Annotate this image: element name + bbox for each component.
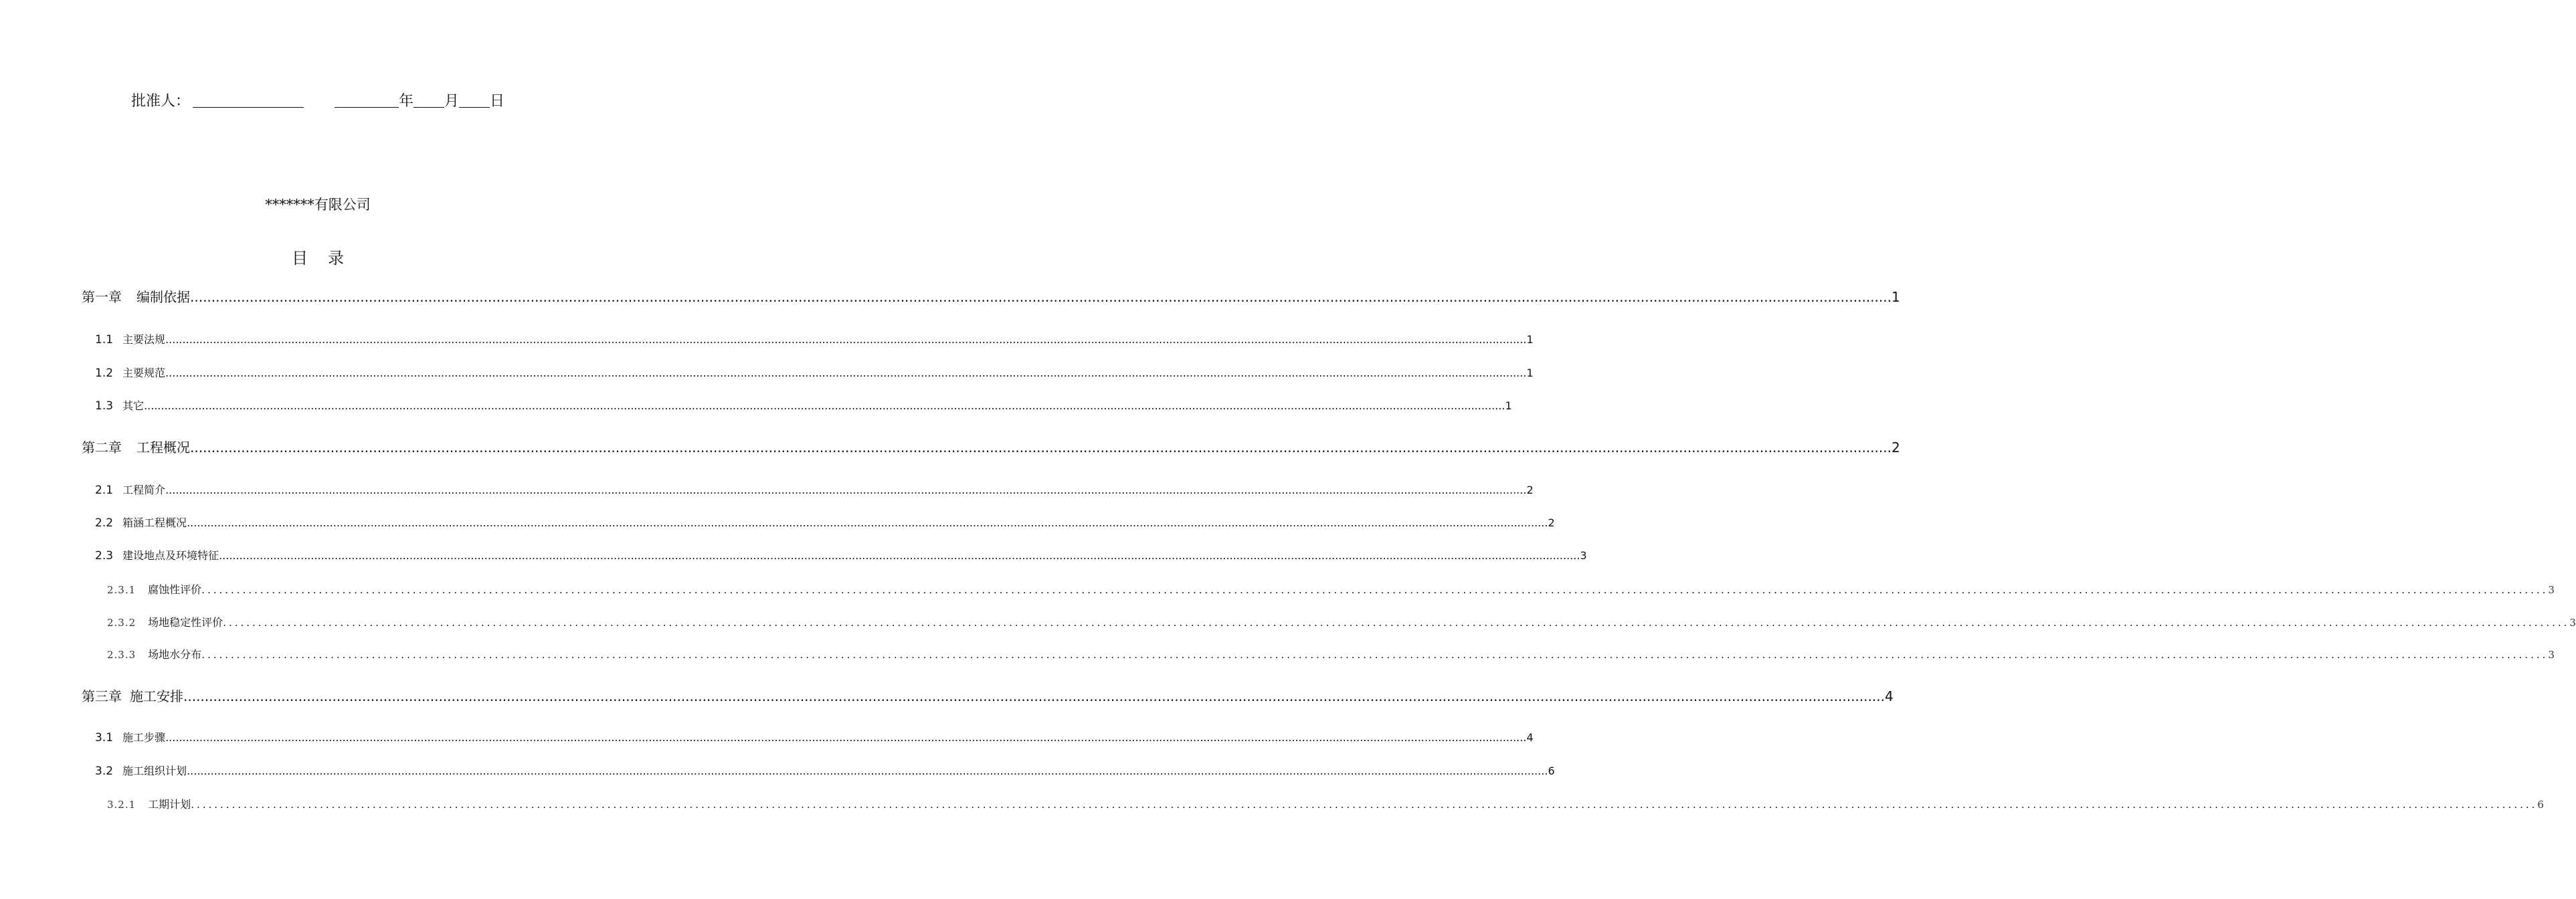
toc-entry-title: 编制依据 [136, 289, 190, 305]
toc-entry-title: 施工组织计划 [122, 765, 187, 777]
toc-entry-title: 施工安排 [130, 688, 183, 704]
toc-entry-page: 1 [1505, 399, 1512, 412]
toc-entry[interactable] [95, 365, 1534, 380]
toc-entry[interactable] [95, 729, 1534, 744]
toc-entry-page: 4 [1526, 731, 1534, 744]
toc-leader: ................................................................................................................................................................................................................................................................................................................................................................................................................ [165, 333, 1527, 346]
toc-leader: ................................................................................................................................................................................................................................................................................................................................................................................................................ [165, 731, 1527, 744]
toc-entry-number: 1.2 [95, 367, 114, 380]
toc-entry-number: 第一章 [82, 289, 122, 305]
toc-entry[interactable] [107, 614, 2576, 629]
toc-entry-title: 场地水分布 [148, 648, 202, 661]
toc-entry-page: 3 [2548, 649, 2555, 661]
toc-leader: ................................................................................................................................................................................................................................................................................................................................................................................................................ [219, 549, 1580, 562]
toc-entry-title: 腐蚀性评价 [148, 583, 202, 596]
company-name: *******有限公司 [265, 197, 371, 213]
toc-leader: ................................................................................................................................................................................................................................................................................................................................................................................................................ [201, 584, 2549, 596]
toc-leader: ................................................................................................................................................................................................................................................................................................................................................................................................................ [165, 367, 1527, 379]
toc-entry[interactable] [107, 646, 2555, 662]
toc-entry-page: 6 [2537, 799, 2544, 811]
approver-blank [193, 92, 304, 108]
year-label: 年 [398, 93, 413, 110]
toc-entry-page: 1 [1526, 333, 1534, 346]
day-blank [459, 92, 490, 108]
toc-entry-number: 3.2 [95, 765, 114, 778]
toc-entry-number: 第三章 [82, 688, 122, 704]
toc-leader: ................................................................................................................................................................................................................................................................................................................................................................................................................ [187, 516, 1548, 529]
toc-entry[interactable] [107, 796, 2544, 811]
toc-entry-page: 3 [2569, 617, 2576, 629]
toc-entry-number: 2.1 [95, 484, 114, 497]
toc-entry-title: 建设地点及环境特征 [122, 549, 219, 562]
toc-entry-number: 2.3.2 [107, 617, 136, 629]
toc-leader: ................................................................................................................................................................................................................................................................................................................................................................................................................ [187, 765, 1548, 777]
toc-entry-title: 其它 [122, 399, 145, 412]
toc-leader: ................................................................................................................................................................................................................................................................................................................................................................................................................ [190, 289, 1892, 305]
toc-entry-title: 场地稳定性评价 [148, 616, 223, 629]
toc-entry-number: 2.3.3 [107, 649, 136, 661]
toc-leader: ................................................................................................................................................................................................................................................................................................................................................................................................................ [191, 799, 2538, 811]
toc-entry[interactable] [107, 581, 2555, 597]
toc-entry-title: 主要规范 [122, 367, 166, 379]
toc-entry-number: 3.2.1 [107, 799, 136, 811]
toc-entry[interactable] [82, 686, 1894, 705]
approver-label: 批准人： [130, 93, 190, 110]
toc-entry-title: 箱涵工程概况 [122, 516, 187, 529]
toc-entry-title: 工程简介 [122, 484, 166, 496]
toc-entry-page: 3 [1580, 549, 1587, 562]
toc-entry[interactable] [95, 397, 1512, 413]
toc-leader: ................................................................................................................................................................................................................................................................................................................................................................................................................ [183, 688, 1885, 704]
toc-entry-number: 2.2 [95, 516, 114, 530]
toc-entry-title: 主要法规 [122, 333, 166, 346]
toc-entry-page: 6 [1548, 765, 1555, 777]
toc-leader: ................................................................................................................................................................................................................................................................................................................................................................................................................ [223, 617, 2570, 629]
toc-entry[interactable] [95, 482, 1534, 497]
year-blank [335, 92, 399, 108]
month-blank [413, 92, 444, 108]
toc-entry[interactable] [95, 547, 1587, 563]
toc-leader: ................................................................................................................................................................................................................................................................................................................................................................................................................ [190, 439, 1892, 456]
toc-entry-number: 第二章 [82, 439, 122, 456]
month-label: 月 [444, 93, 460, 110]
toc-entry-page: 2 [1548, 516, 1555, 529]
toc-entry[interactable] [82, 437, 1900, 456]
toc-leader: ................................................................................................................................................................................................................................................................................................................................................................................................................ [165, 484, 1527, 496]
toc-entry-title: 施工步骤 [122, 731, 166, 744]
toc-entry-number: 2.3 [95, 549, 114, 563]
toc-title: 目录 [292, 249, 364, 268]
toc-entry[interactable] [95, 763, 1555, 778]
toc-entry-title: 工程概况 [136, 439, 190, 456]
toc-entry[interactable] [95, 331, 1534, 346]
toc-entry-number: 2.3.1 [107, 584, 136, 596]
toc-entry-page: 2 [1891, 439, 1900, 456]
approval-line [0, 90, 636, 110]
toc-entry-page: 1 [1526, 367, 1534, 379]
toc-leader: ................................................................................................................................................................................................................................................................................................................................................................................................................ [201, 649, 2549, 661]
toc-entry-title: 工期计划 [148, 798, 191, 811]
toc-entry[interactable] [95, 514, 1555, 530]
toc-entry[interactable] [82, 286, 1900, 306]
toc-entry-page: 1 [1891, 289, 1900, 305]
toc-entry-page: 3 [2548, 584, 2555, 596]
toc-leader: ................................................................................................................................................................................................................................................................................................................................................................................................................ [144, 399, 1505, 412]
toc-entry-page: 4 [1884, 688, 1894, 704]
toc-entry-page: 2 [1526, 484, 1534, 496]
toc-entry-number: 1.1 [95, 333, 114, 346]
day-label: 日 [490, 93, 505, 110]
toc-entry-number: 1.3 [95, 399, 114, 413]
toc-entry-number: 3.1 [95, 731, 114, 744]
